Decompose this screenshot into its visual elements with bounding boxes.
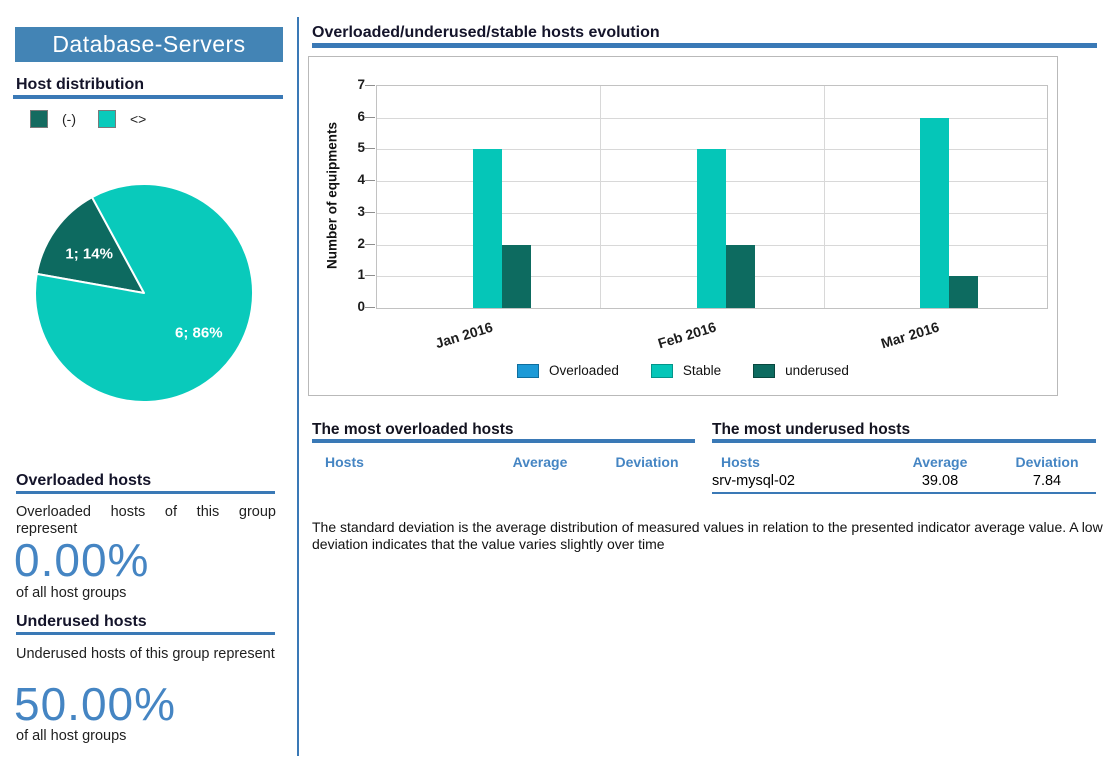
legend-item-stable [651,363,721,378]
cell-average: 39.08 [921,473,959,489]
evolution-chart-divider [312,43,1097,48]
y-tick-label: 4 [357,172,365,188]
y-tick-mark [365,117,375,118]
column-header-deviation: Deviation [615,454,679,470]
y-tick-label: 1 [357,267,365,283]
x-tick-label: Jan 2016 [433,318,495,352]
y-tick-mark [365,180,375,181]
underused-hosts-percent: 50.00% [14,678,177,730]
legend-item-overloaded [517,363,619,378]
column-header-hosts: Hosts [721,454,760,470]
vertical-divider [297,17,299,756]
legend-label: (-) [62,111,76,127]
legend-label: Overloaded [549,363,619,378]
group-title: Database-Servers [15,27,283,62]
underused-hosts-title: Underused hosts [16,613,147,630]
host-distribution-title: Host distribution [16,76,144,93]
y-tick-mark [365,275,375,276]
legend-swatch [30,110,48,128]
overloaded-table-title: The most overloaded hosts [312,421,514,438]
y-tick-label: 2 [357,235,365,251]
x-tick-label: Feb 2016 [656,318,718,352]
y-axis-title: Number of equipments [324,122,340,270]
overloaded-hosts-divider [16,491,275,494]
y-tick-mark [365,148,375,149]
overloaded-hosts-title: Overloaded hosts [16,472,152,489]
legend-label: underused [785,363,849,378]
y-tick-mark [365,212,375,213]
underused-table-header [712,454,1096,470]
column-header-average: Average [512,454,568,470]
underused-hosts-divider [16,632,275,635]
evolution-chart-title: Overloaded/underused/stable hosts evolution [312,24,660,41]
bar-stable-mar-2016 [920,118,949,308]
legend-label: <> [130,111,147,127]
pie-slice-label: 6; 86% [175,324,223,342]
bar-underused-mar-2016 [949,276,978,308]
host-distribution-divider [13,95,283,99]
host-legend-item [98,110,146,128]
overloaded-hosts-caption: of all host groups [16,585,127,601]
bar-stable-feb-2016 [697,149,726,308]
y-tick-label: 6 [357,108,365,124]
overloaded-table-divider [312,439,695,443]
host-legend-item [30,110,76,128]
overloaded-hosts-percent: 0.00% [14,534,150,586]
column-header-deviation: Deviation [1015,454,1079,470]
underused-hosts-description: Underused hosts of this group represent [16,646,275,662]
column-header-hosts: Hosts [325,454,364,470]
legend-swatch [517,364,539,378]
x-tick-label: Mar 2016 [879,318,942,352]
cell-host: srv-mysql-02 [712,473,795,489]
y-tick-mark [365,244,375,245]
bar-underused-feb-2016 [726,245,755,308]
pie-slice-label: 1; 14% [65,245,113,263]
legend-item-underused [753,363,849,378]
evolution-bar-chart [308,56,1058,396]
underused-hosts-caption: of all host groups [16,728,127,744]
y-tick-label: 5 [357,140,365,156]
y-tick-label: 7 [357,77,365,92]
underused-table-body [712,473,1096,494]
underused-table-title: The most underused hosts [712,421,911,438]
y-tick-label: 3 [357,203,365,219]
legend-swatch [651,364,673,378]
legend-swatch [753,364,775,378]
column-header-average: Average [912,454,968,470]
y-tick-mark [365,85,375,86]
underused-table-divider [712,439,1096,443]
deviation-footnote: The standard deviation is the average distribution of measured values in relation to the presented indicator average value. A low deviation indicates that the value varies slightly over time [312,519,1103,552]
table-row[interactable] [712,473,1096,492]
host-distribution-pie-chart [30,181,260,407]
bar-stable-jan-2016 [473,149,502,308]
chart-legend [309,363,1057,378]
bars-layer [376,85,1046,308]
bar-underused-jan-2016 [502,245,531,308]
host-distribution-legend [30,110,146,128]
y-tick-label: 0 [357,299,365,314]
legend-label: Stable [682,363,722,378]
overloaded-table-header [312,454,696,470]
y-tick-mark [365,307,375,308]
cell-deviation: 7.84 [1032,473,1062,489]
legend-swatch [98,110,116,128]
overloaded-hosts-description: Overloaded hosts of this group represent [16,504,276,537]
